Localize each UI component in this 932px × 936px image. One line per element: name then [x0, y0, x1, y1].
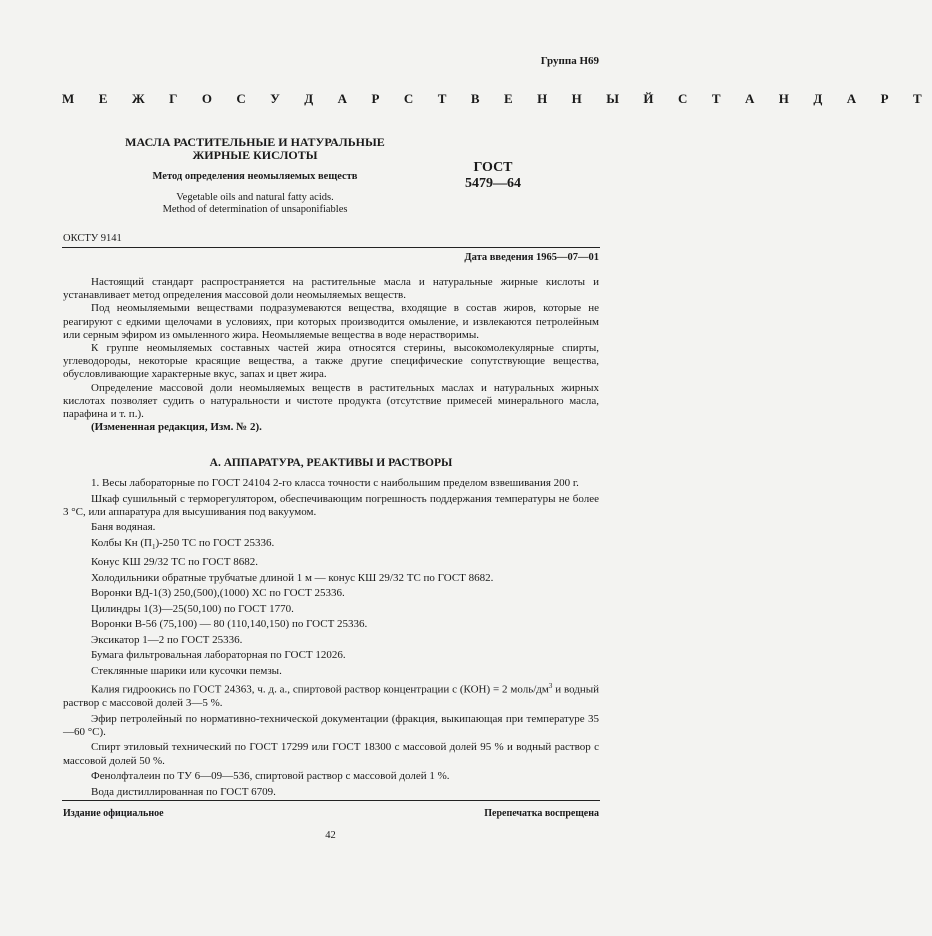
- apparatus-item: Шкаф сушильный с терморегулятором, обеспечивающим погрешность поддержания температуры не более 3 °С, или аппаратура для высушивания под вакуумом.: [63, 492, 599, 518]
- intro-paragraph: Под неомыляемыми веществами подразумеваются вещества, входящие в состав жиров, которые не реагируют с едкими щелочами в условиях, при которых производится омыление, и извлекаются петролейным или серным эфиром из омыленного жира. Неомыляемые вещества в воде нерастворимы.: [63, 302, 599, 341]
- standard-type-banner: М Е Ж Г О С У Д А Р С Т В Е Н Н Ы Й С Т А Н Д А Р Т: [62, 91, 932, 106]
- gost-number: 5479—64: [465, 176, 521, 191]
- reprint-prohibited-label: Перепечатка воспрещена: [484, 808, 599, 819]
- apparatus-item: Воронки ВД-1(3) 250,(500),(1000) ХС по ГОСТ 25336.: [91, 587, 345, 600]
- gost-label: ГОСТ: [473, 160, 513, 175]
- english-title: [100, 192, 410, 216]
- apparatus-item: Цилиндры 1(3)—25(50,100) по ГОСТ 1770.: [91, 602, 294, 615]
- header-divider: [62, 247, 600, 248]
- introduction-date: Дата введения 1965—07—01: [464, 252, 599, 263]
- apparatus-item: Воронки В-56 (75,100) — 80 (110,140,150) по ГОСТ 25336.: [91, 618, 368, 631]
- apparatus-item: Вода дистиллированная по ГОСТ 6709.: [91, 785, 276, 798]
- apparatus-item: Калия гидроокись по ГОСТ 24363, ч. д. а., спиртовой раствор концентрации с (КОН) = 2 моль/$дм^3$ и водный раствор с массовой долей 3—5 %.: [63, 682, 600, 710]
- title-line-1: МАСЛА РАСТИТЕЛЬНЫЕ И НАТУРАЛЬНЫЕ: [125, 135, 385, 149]
- apparatus-item: Эфир петролейный по нормативно-технической документации (фракция, выкипающая при температуре 35—60 °С).: [63, 712, 599, 738]
- apparatus-item: Стеклянные шарики или кусочки пемзы.: [91, 664, 282, 677]
- amendment-note: (Измененная редакция, Изм. № 2).: [91, 421, 262, 434]
- apparatus-item: Фенолфталеин по ТУ 6—09—536, спиртовой раствор с массовой долей 1 %.: [91, 770, 450, 783]
- document-title: [100, 136, 410, 162]
- apparatus-section: [63, 477, 599, 801]
- apparatus-item: Эксикатор 1—2 по ГОСТ 25336.: [91, 633, 243, 646]
- intro-paragraph: Настоящий стандарт распространяется на растительные масла и натуральные жирные кислоты и устанавливает метод определения массовой доли неомыляемых веществ.: [63, 276, 599, 302]
- english-title-line-1: Vegetable oils and natural fatty acids.: [176, 192, 334, 203]
- apparatus-item: Колбы Кн $(П_1)-250$ ТС по ГОСТ 25336.: [91, 536, 275, 551]
- classifier-code: ОКСТУ 9141: [63, 233, 122, 244]
- apparatus-item: Баня водяная.: [91, 521, 156, 534]
- intro-paragraph: Определение массовой доли неомыляемых веществ в растительных маслах и натуральных жирных кислотах позволяет судить о натуральности и чистоте продукта (отсутствие примесей минерального масла, парафина и т. п.).: [63, 381, 599, 421]
- introduction-section: [63, 276, 599, 434]
- gost-designation: [443, 160, 543, 192]
- apparatus-item: 1. Весы лабораторные по ГОСТ 24104 2-го класса точности с наибольшим пределом взвешивания 200 г.: [91, 477, 579, 489]
- apparatus-item: Холодильники обратные трубчатые длиной 1 м — конус КШ 29/32 ТС по ГОСТ 8682.: [91, 571, 494, 584]
- title-line-2: ЖИРНЫЕ КИСЛОТЫ: [192, 148, 318, 162]
- section-heading: А. АППАРАТУРА, РЕАКТИВЫ И РАСТВОРЫ: [209, 457, 453, 469]
- apparatus-item: Бумага фильтровальная лабораторная по ГОСТ 12026.: [91, 649, 346, 662]
- group-label: Группа Н69: [540, 55, 599, 67]
- apparatus-item: Конус КШ 29/32 ТС по ГОСТ 8682.: [91, 556, 258, 569]
- apparatus-item: Спирт этиловый технический по ГОСТ 17299 или ГОСТ 18300 с массовой долей 95 % и водный раствор с массовой долей 50 %.: [63, 741, 599, 767]
- intro-paragraph: К группе неомыляемых составных частей жира относятся стерины, высокомолекулярные спирты, углеводороды, некоторые красящие вещества, а также другие специфические сопутствующие вещества, обусловливающие характерные вкус, запах и цвет жира.: [63, 342, 599, 381]
- document-subtitle: Метод определения неомыляемых веществ: [152, 171, 358, 182]
- english-title-line-2: Method of determination of unsaponifiables: [162, 204, 348, 215]
- official-edition-label: Издание официальное: [63, 808, 164, 819]
- footer-divider: [62, 800, 600, 801]
- page-number: 42: [325, 830, 336, 841]
